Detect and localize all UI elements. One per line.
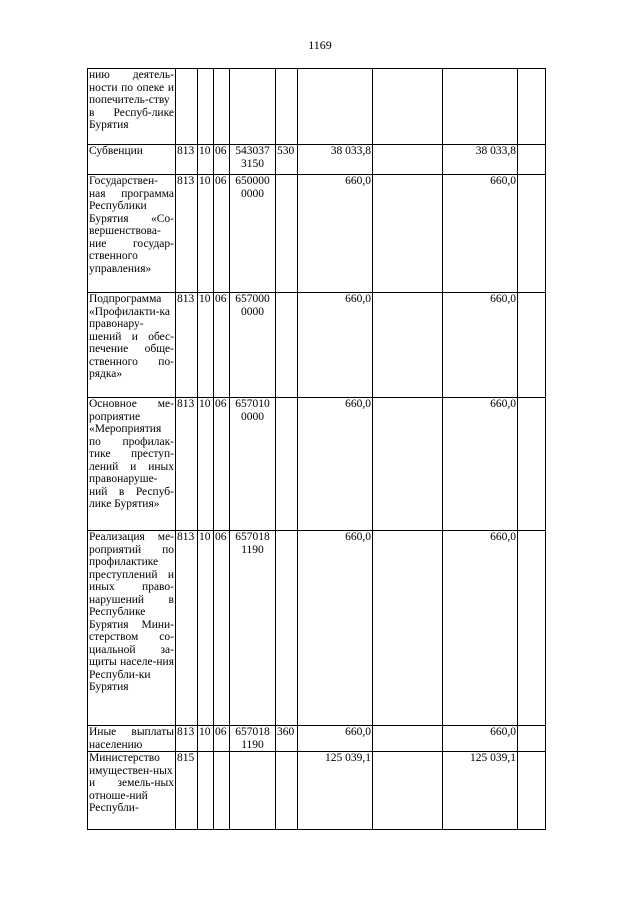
ved-code-cell: 815 <box>176 752 198 830</box>
amount-federal-cell <box>373 69 443 145</box>
row-name-cell: Основное ме-роприятие «Мероприятия по профилак-тике преступ-лений и иных правонаруше-ний в Респуб-лике Бурятия» <box>88 398 176 531</box>
target-article-cell <box>230 69 276 145</box>
amount-total-cell: 660,0 <box>298 293 373 398</box>
table-row <box>88 398 546 531</box>
subsection-code-cell: 06 <box>214 145 230 175</box>
amount-total-cell: 660,0 <box>298 726 373 752</box>
subsection-code-cell: 06 <box>214 398 230 531</box>
section-code-cell <box>198 69 214 145</box>
target-article-cell: 543037 3150 <box>230 145 276 175</box>
amount-extra-cell <box>518 69 546 145</box>
table-row <box>88 531 546 726</box>
row-name-cell: Государствен-ная программа Республики Бурятия «Со-вершенствова-ние государ-ственного управления» <box>88 175 176 293</box>
ved-code-cell: 813 <box>176 398 198 531</box>
expense-type-cell <box>276 175 298 293</box>
target-article-cell: 657018 1190 <box>230 531 276 726</box>
amount-extra-cell <box>518 398 546 531</box>
subsection-code-cell: 06 <box>214 726 230 752</box>
subsection-code-cell <box>214 752 230 830</box>
ved-code-cell <box>176 69 198 145</box>
amount-federal-cell <box>373 145 443 175</box>
expense-type-cell <box>276 293 298 398</box>
row-name-cell: Субвенции <box>88 145 176 175</box>
amount-extra-cell <box>518 293 546 398</box>
target-article-cell: 657000 0000 <box>230 293 276 398</box>
target-article-cell: 650000 0000 <box>230 175 276 293</box>
amount-regional-cell: 38 033,8 <box>443 145 518 175</box>
amount-total-cell <box>298 69 373 145</box>
section-code-cell: 10 <box>198 726 214 752</box>
subsection-code-cell: 06 <box>214 175 230 293</box>
amount-regional-cell: 125 039,1 <box>443 752 518 830</box>
amount-federal-cell <box>373 752 443 830</box>
row-name-cell: Подпрограмма «Профилакти-ка правонару-шений и обес-печение обще-ственного по-рядка» <box>88 293 176 398</box>
amount-extra-cell <box>518 726 546 752</box>
budget-table <box>87 68 546 830</box>
amount-regional-cell: 660,0 <box>443 293 518 398</box>
amount-federal-cell <box>373 531 443 726</box>
amount-federal-cell <box>373 726 443 752</box>
subsection-code-cell: 06 <box>214 531 230 726</box>
section-code-cell: 10 <box>198 398 214 531</box>
amount-extra-cell <box>518 531 546 726</box>
expense-type-cell <box>276 69 298 145</box>
amount-extra-cell <box>518 175 546 293</box>
amount-extra-cell <box>518 145 546 175</box>
expense-type-cell <box>276 398 298 531</box>
page-number: 1169 <box>308 38 332 52</box>
target-article-cell <box>230 752 276 830</box>
subsection-code-cell <box>214 69 230 145</box>
amount-regional-cell: 660,0 <box>443 531 518 726</box>
target-article-cell: 657018 1190 <box>230 726 276 752</box>
table-row <box>88 175 546 293</box>
expense-type-cell: 360 <box>276 726 298 752</box>
expense-type-cell <box>276 752 298 830</box>
table-row <box>88 752 546 830</box>
section-code-cell <box>198 752 214 830</box>
table-row <box>88 293 546 398</box>
row-name-cell: Реализация ме-роприятий по профилактике преступлений и иных право-нарушений в Республике Бурятия Мини-стерством со-циальной за-щиты населе-ния Республи-ки Бурятия <box>88 531 176 726</box>
amount-extra-cell <box>518 752 546 830</box>
section-code-cell: 10 <box>198 175 214 293</box>
ved-code-cell: 813 <box>176 145 198 175</box>
subsection-code-cell: 06 <box>214 293 230 398</box>
amount-total-cell: 660,0 <box>298 175 373 293</box>
ved-code-cell: 813 <box>176 175 198 293</box>
row-name-cell: Иные выплаты населению <box>89 726 174 751</box>
amount-total-cell: 38 033,8 <box>298 145 373 175</box>
ved-code-cell: 813 <box>176 726 198 752</box>
amount-regional-cell <box>443 69 518 145</box>
row-name-cell: нию деятель-ности по опеке и попечитель-ству в Респуб-лике Бурятия <box>88 69 176 145</box>
table-row <box>88 145 546 175</box>
amount-federal-cell <box>373 293 443 398</box>
amount-total-cell: 125 039,1 <box>298 752 373 830</box>
expense-type-cell: 530 <box>276 145 298 175</box>
table-row <box>88 726 546 752</box>
section-code-cell: 10 <box>198 145 214 175</box>
amount-total-cell: 660,0 <box>298 398 373 531</box>
ved-code-cell: 813 <box>176 293 198 398</box>
section-code-cell: 10 <box>198 531 214 726</box>
ved-code-cell: 813 <box>176 531 198 726</box>
amount-total-cell: 660,0 <box>298 531 373 726</box>
row-name-cell: Министерство имуществен-ных и земель-ных отноше-ний Республи- <box>88 752 176 830</box>
amount-regional-cell: 660,0 <box>443 175 518 293</box>
table-body <box>88 69 546 830</box>
amount-federal-cell <box>373 175 443 293</box>
table-row <box>88 69 546 145</box>
amount-regional-cell: 660,0 <box>443 398 518 531</box>
amount-regional-cell: 660,0 <box>443 726 518 752</box>
amount-federal-cell <box>373 398 443 531</box>
section-code-cell: 10 <box>198 293 214 398</box>
expense-type-cell <box>276 531 298 726</box>
target-article-cell: 657010 0000 <box>230 398 276 531</box>
